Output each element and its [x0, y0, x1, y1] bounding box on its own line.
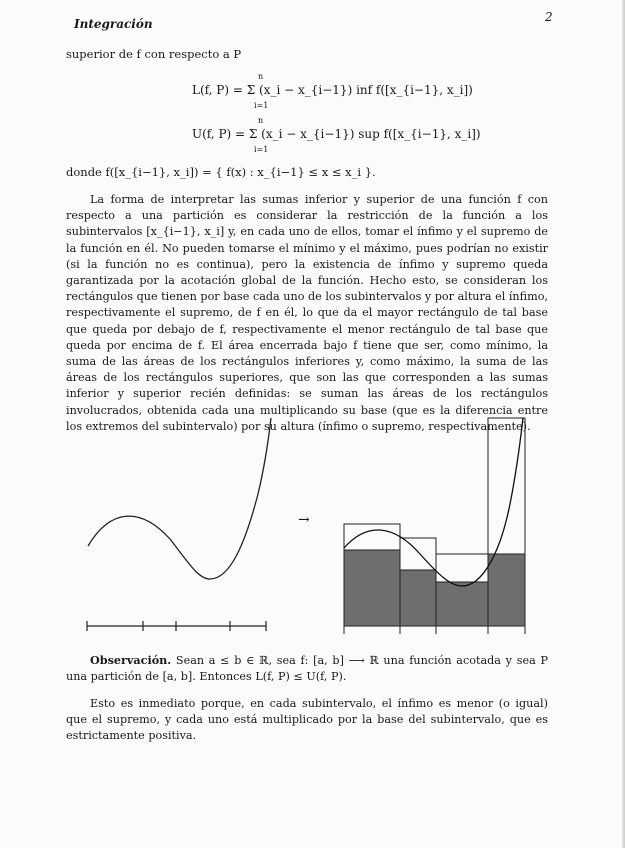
observation-block	[66, 652, 548, 685]
running-header: Integración	[74, 17, 153, 31]
arrow-glyph: →	[298, 512, 310, 528]
function-graph	[80, 414, 280, 636]
intro-line: superior de f con respecto a P	[66, 47, 242, 61]
page-number: 2	[545, 10, 553, 24]
sum-upper-limit: n	[258, 72, 264, 81]
lower-rectangle	[400, 570, 436, 626]
lower-rectangle	[344, 550, 400, 626]
proof-paragraph: Esto es inmediato porque, en cada subintervalo, el ínfimo es menor (o igual) que el supremo, y cada uno está multiplicado por la base del subintervalo, que es estrictamente positiva.	[66, 697, 548, 743]
lower-sum-formula: L(f, P) = Σ (x_i − x_{i−1}) inf f([x_{i−1}, x_i])	[192, 83, 473, 97]
observation-text: Sean a ≤ b ∈ ℝ, sea f: [a, b] ⟶ ℝ una función acotada y sea P una partición de [a, b]. Entonces L(f, P) ≤ U(f, P).	[66, 654, 548, 684]
upper-sum-formula: U(f, P) = Σ (x_i − x_{i−1}) sup f([x_{i−1}, x_i])	[192, 127, 481, 141]
donde-line: donde f([x_{i−1}, x_i]) = { f(x) : x_{i−1} ≤ x ≤ x_i }.	[66, 165, 376, 179]
lower-rectangle	[488, 554, 525, 626]
lower-rectangle	[436, 582, 488, 626]
sum-upper-limit-2: n	[258, 116, 264, 125]
observation-label: Observación.	[90, 653, 172, 667]
sum-lower-limit: i=1	[254, 101, 269, 110]
function-curve	[88, 418, 271, 579]
sum-lower-limit-2: i=1	[254, 145, 269, 154]
interpretation-paragraph: La forma de interpretar las sumas inferior y superior de una función f con respecto a una partición es considerar la restricción de la función a los subintervalos [x_{i−1}, x_i] y, en cada uno de ellos, tomar el ínfimo y el supremo de la función en él. No pueden tomarse el mínimo y el máximo, pues podrían no existir (si la función no es continua), pero la existencia de ínfimo y supremo queda garantizada por la acotación global de la función. Hecho esto, se consideran los rectángulos que tienen por base cada uno de los subintervalos y por altura el ínfimo, respectivamente el supremo, de f en él, lo que da el mayor rectángulo de tal base que queda por debajo de f, respectivamente el menor rectángulo de tal base que queda por encima de f. El área encerrada bajo f tiene que ser, como mínimo, la suma de las áreas de los rectángulos inferiores y, como máximo, la suma de las áreas de los rectángulos superiores, que son las que corresponden a las sumas inferior y superior recién definidas: se suman las áreas de los rectángulos involucrados, obtenida cada una multiplicando su base (que es la diferencia entre los extremos del subintervalo) por su altura (ínfimo o supremo, respectivamente).	[66, 193, 548, 433]
riemann-sums-graph	[340, 414, 530, 636]
